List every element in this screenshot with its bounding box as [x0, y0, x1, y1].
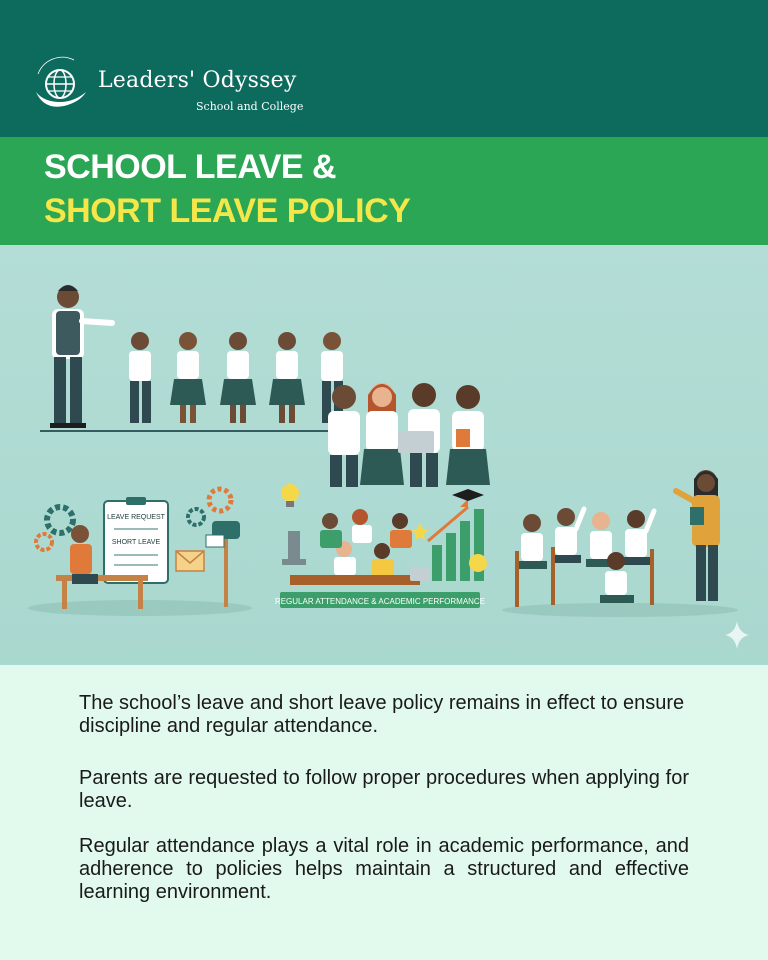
walking-students	[129, 332, 343, 423]
policy-paragraph-1: The school’s leave and short leave policy remains in effect to ensure discipline and regular attendance.	[79, 692, 685, 737]
header-bar	[0, 0, 768, 137]
student-group	[328, 383, 490, 487]
globe-logo-icon	[30, 52, 92, 114]
attendance-banner-label: REGULAR ATTENDANCE & ACADEMIC PERFORMANCE	[274, 597, 486, 606]
leave-request-scene	[28, 489, 252, 616]
policy-title-line-2: SHORT LEAVE POLICY	[44, 192, 411, 230]
teacher-figure	[50, 285, 112, 428]
policy-title-line-1: SCHOOL LEAVE &	[44, 148, 337, 186]
policy-illustration	[0, 245, 768, 665]
policy-paragraph-3: Regular attendance plays a vital role in academic performance, and adherence to policies helps maintain a structured and effective learning environment.	[79, 835, 689, 903]
school-subtitle: School and College	[196, 100, 304, 113]
policy-paragraph-2: Parents are requested to follow proper procedures when applying for leave.	[79, 767, 689, 812]
school-name: Leaders' Odyssey	[98, 68, 297, 93]
teacher-right-figure	[676, 470, 720, 601]
academic-performance-scene	[275, 484, 487, 608]
leave-request-label: LEAVE REQUEST	[107, 514, 165, 521]
short-leave-label: SHORT LEAVE	[111, 539, 161, 546]
classroom-scene	[502, 470, 738, 617]
sparkle-icon	[725, 621, 749, 649]
